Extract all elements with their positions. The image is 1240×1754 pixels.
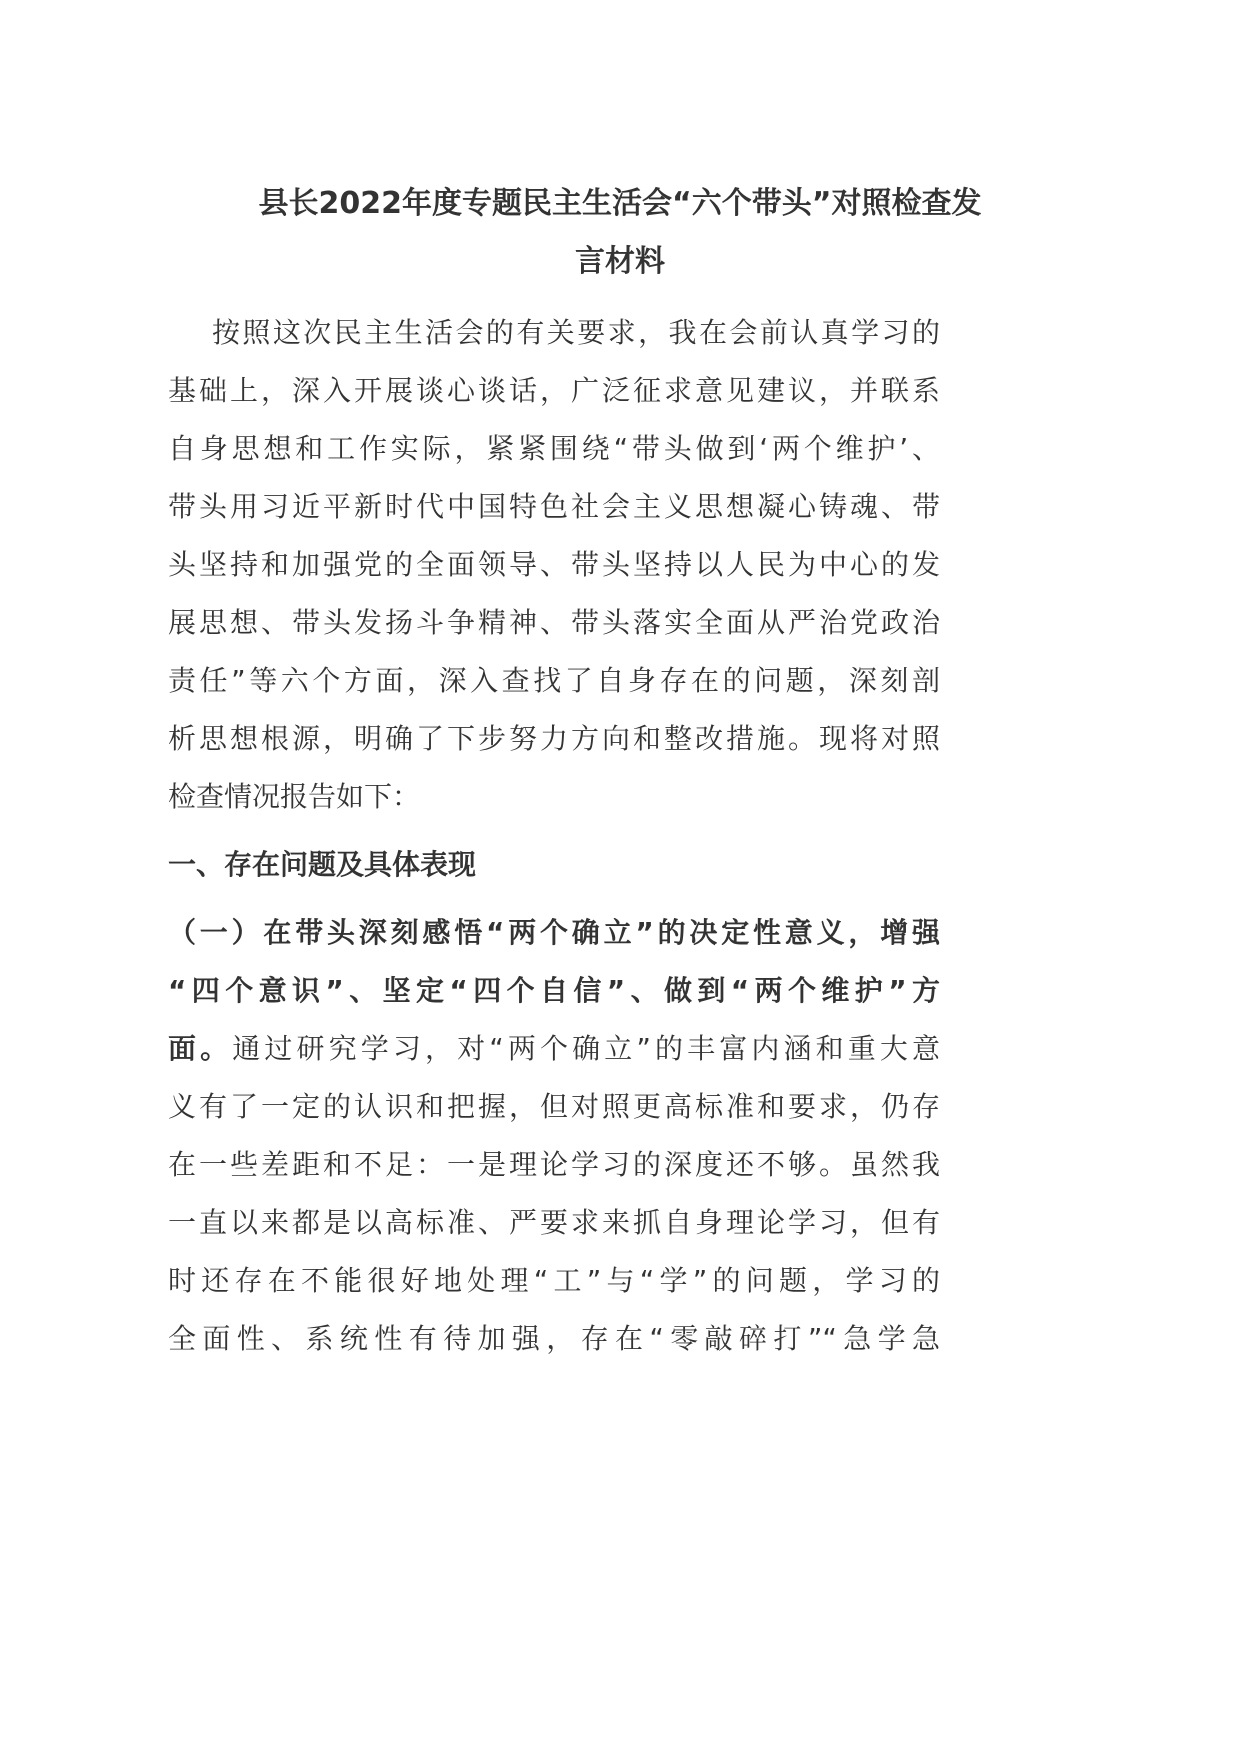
subheading-end: 面。 (168, 1032, 233, 1065)
text-line: 全面性、系统性有待加强，存在“零敲碎打”“急学急 (168, 1322, 940, 1355)
title-line: 言材料 (575, 244, 665, 279)
text-line: 头坚持和加强党的全面领导、带头坚持以人民为中心的发 (168, 548, 940, 581)
section-heading: 一、存在问题及具体表现 (168, 848, 477, 881)
text-line: 展思想、带头发扬斗争精神、带头落实全面从严治党政治 (168, 606, 940, 639)
text-line: 时还存在不能很好地处理“工”与“学”的问题，学习的 (168, 1264, 940, 1297)
title-line: 县长2022年度专题民主生活会“六个带头”对照检查发 (258, 186, 982, 221)
text-line: 义有了一定的认识和把握，但对照更高标准和要求，仍存 (168, 1090, 940, 1123)
text-line: 析思想根源，明确了下步努力方向和整改措施。现将对照 (168, 722, 940, 755)
text-line: 自身思想和工作实际，紧紧围绕“带头做到‘两个维护’、 (168, 432, 940, 465)
text-line (168, 1029, 940, 1069)
text-line: 基础上，深入开展谈心谈话，广泛征求意见建议，并联系 (168, 374, 940, 407)
text-line: 在一些差距和不足：一是理论学习的深度还不够。虽然我 (168, 1148, 940, 1181)
text-line: 责任”等六个方面，深入查找了自身存在的问题，深刻剖 (168, 664, 940, 697)
subheading-line: （一）在带头深刻感悟“两个确立”的决定性意义，增强 (168, 916, 940, 949)
text-line: 一直以来都是以高标准、严要求来抓自身理论学习，但有 (168, 1206, 940, 1239)
text-line: 检查情况报告如下： (168, 780, 421, 813)
text-segment: 通过研究学习，对“两个确立”的丰富内涵和重大意 (232, 1032, 940, 1065)
text-line: 按照这次民主生活会的有关要求，我在会前认真学习的 (212, 316, 940, 349)
text-line: 带头用习近平新时代中国特色社会主义思想凝心铸魂、带 (168, 490, 940, 523)
subheading-line: “四个意识”、坚定“四个自信”、做到“两个维护”方 (168, 974, 940, 1007)
